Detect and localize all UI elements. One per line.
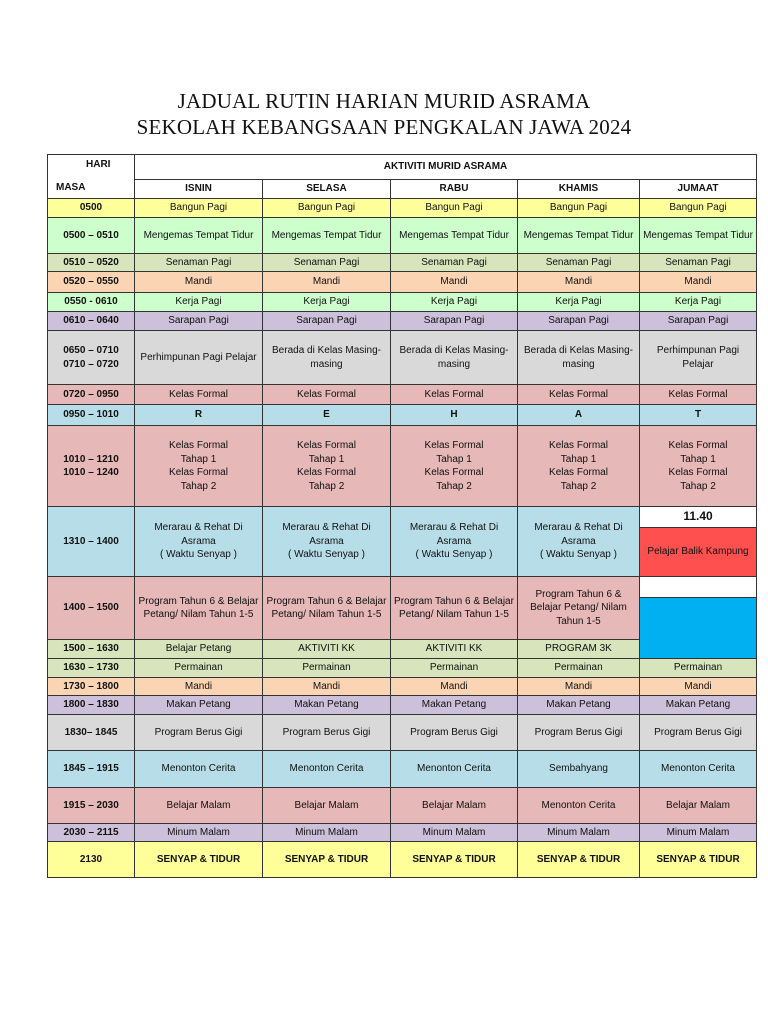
- activity-cell: Berada di Kelas Masing-masing: [263, 331, 391, 385]
- activity-cell: Bangun Pagi: [518, 199, 640, 218]
- table-row: [48, 254, 757, 272]
- activity-cell: Merarau & Rehat Di Asrama ( Waktu Senyap ): [135, 507, 263, 577]
- activity-cell: SENYAP & TIDUR: [518, 842, 640, 878]
- page-title-line1: JADUAL RUTIN HARIAN MURID ASRAMA: [177, 89, 591, 113]
- activity-cell: Mandi: [391, 272, 518, 293]
- activity-cell: Program Berus Gigi: [518, 715, 640, 751]
- activity-cell: Program Tahun 6 & Belajar Petang/ Nilam Tahun 1-5: [263, 577, 391, 640]
- table-row: [48, 577, 757, 598]
- activity-cell: Mandi: [518, 678, 640, 696]
- time-cell: 0950 – 1010: [48, 405, 135, 426]
- activity-cell: Kerja Pagi: [518, 293, 640, 312]
- activity-cell: Program Berus Gigi: [135, 715, 263, 751]
- time-cell: 0520 – 0550: [48, 272, 135, 293]
- activity-cell: Menonton Cerita: [518, 788, 640, 824]
- activity-cell: Kelas Formal Tahap 1 Kelas Formal Tahap 2: [640, 426, 757, 507]
- table-row: [48, 331, 757, 385]
- activity-cell: Mandi: [135, 678, 263, 696]
- activity-cell: Permainan: [263, 659, 391, 678]
- jumaat-empty-cell: [640, 598, 757, 659]
- table-row: [48, 293, 757, 312]
- activity-cell: Belajar Malam: [135, 788, 263, 824]
- activity-cell: Kerja Pagi: [391, 293, 518, 312]
- schedule-table: [47, 154, 757, 878]
- activity-cell: Sarapan Pagi: [135, 312, 263, 331]
- time-cell: [48, 426, 135, 507]
- activity-cell: Mandi: [135, 272, 263, 293]
- time-cell: 2030 – 2115: [48, 824, 135, 842]
- activity-cell: Bangun Pagi: [640, 199, 757, 218]
- time-cell: [48, 331, 135, 385]
- activity-cell: SENYAP & TIDUR: [263, 842, 391, 878]
- activity-cell: Bangun Pagi: [263, 199, 391, 218]
- rehat-letter: R: [135, 405, 263, 426]
- activity-cell: Menonton Cerita: [135, 751, 263, 788]
- rehat-letter: T: [640, 405, 757, 426]
- time-cell: 1800 – 1830: [48, 696, 135, 715]
- day-header-rabu: RABU: [391, 180, 518, 199]
- activity-cell: Senaman Pagi: [135, 254, 263, 272]
- activity-cell: Program Berus Gigi: [391, 715, 518, 751]
- day-header-row: [48, 180, 757, 199]
- activity-cell: Makan Petang: [518, 696, 640, 715]
- activity-cell: Sarapan Pagi: [391, 312, 518, 331]
- table-row: [48, 678, 757, 696]
- activity-cell: Kerja Pagi: [263, 293, 391, 312]
- table-row: [48, 199, 757, 218]
- masa-label: MASA: [56, 182, 86, 193]
- activity-cell: Belajar Petang: [135, 640, 263, 659]
- activity-cell: Mengemas Tempat Tidur: [391, 218, 518, 254]
- time-label: 1010 – 1210: [63, 453, 119, 465]
- activity-cell: Minum Malam: [640, 824, 757, 842]
- activity-cell: Mandi: [640, 678, 757, 696]
- activity-cell: Makan Petang: [640, 696, 757, 715]
- activity-cell: Program Berus Gigi: [263, 715, 391, 751]
- activity-cell: Mandi: [263, 272, 391, 293]
- rehat-letter: E: [263, 405, 391, 426]
- day-header-isnin: ISNIN: [135, 180, 263, 199]
- time-cell: 1500 – 1630: [48, 640, 135, 659]
- activity-cell: Mandi: [391, 678, 518, 696]
- activity-cell: Kelas Formal Tahap 1 Kelas Formal Tahap 2: [391, 426, 518, 507]
- page-title-line2: SEKOLAH KEBANGSAAN PENGKALAN JAWA 2024: [136, 115, 632, 139]
- time-cell: 1630 – 1730: [48, 659, 135, 678]
- activity-cell: Sarapan Pagi: [518, 312, 640, 331]
- activity-cell: SENYAP & TIDUR: [640, 842, 757, 878]
- time-cell: 0720 – 0950: [48, 385, 135, 405]
- time-cell: 1830– 1845: [48, 715, 135, 751]
- activity-cell: Kelas Formal: [135, 385, 263, 405]
- time-label: 1010 – 1240: [63, 467, 119, 478]
- activity-cell: Minum Malam: [518, 824, 640, 842]
- time-cell: 0510 – 0520: [48, 254, 135, 272]
- time-cell: 2130: [48, 842, 135, 878]
- activity-cell: Program Tahun 6 & Belajar Petang/ Nilam Tahun 1-5: [135, 577, 263, 640]
- activity-cell: Berada di Kelas Masing-masing: [391, 331, 518, 385]
- table-row: [48, 426, 757, 507]
- activity-cell: Permainan: [640, 659, 757, 678]
- time-cell: 0550 - 0610: [48, 293, 135, 312]
- time-cell: 1845 – 1915: [48, 751, 135, 788]
- rehat-letter: A: [518, 405, 640, 426]
- activity-cell: Senaman Pagi: [263, 254, 391, 272]
- activity-cell: Minum Malam: [263, 824, 391, 842]
- hari-label: HARI: [86, 159, 111, 170]
- activity-cell: Merarau & Rehat Di Asrama ( Waktu Senyap ): [263, 507, 391, 577]
- table-row: [48, 272, 757, 293]
- table-row: [48, 824, 757, 842]
- activity-cell: Sembahyang: [518, 751, 640, 788]
- activity-cell: Makan Petang: [135, 696, 263, 715]
- activity-cell: Sarapan Pagi: [640, 312, 757, 331]
- activity-cell: Senaman Pagi: [391, 254, 518, 272]
- activity-cell: Menonton Cerita: [391, 751, 518, 788]
- activity-cell: Senaman Pagi: [518, 254, 640, 272]
- activity-cell: Kelas Formal Tahap 1 Kelas Formal Tahap 2: [518, 426, 640, 507]
- table-row: [48, 405, 757, 426]
- activity-cell: Kelas Formal Tahap 1 Kelas Formal Tahap 2: [263, 426, 391, 507]
- day-header-khamis: KHAMIS: [518, 180, 640, 199]
- activity-cell: Mandi: [640, 272, 757, 293]
- rehat-letter: H: [391, 405, 518, 426]
- activity-cell: PROGRAM 3K: [518, 640, 640, 659]
- activity-cell: Mandi: [263, 678, 391, 696]
- activity-cell: Mengemas Tempat Tidur: [518, 218, 640, 254]
- activity-cell: Belajar Malam: [640, 788, 757, 824]
- time-cell: 0500 – 0510: [48, 218, 135, 254]
- activity-cell: Mengemas Tempat Tidur: [263, 218, 391, 254]
- activity-cell: Program Tahun 6 & Belajar Petang/ Nilam Tahun 1-5: [391, 577, 518, 640]
- activity-cell: Menonton Cerita: [263, 751, 391, 788]
- table-row: [48, 507, 757, 528]
- table-row: [48, 842, 757, 878]
- time-label: 0710 – 0720: [63, 358, 119, 370]
- table-row: [48, 218, 757, 254]
- activity-cell: Perhimpunan Pagi Pelajar: [135, 331, 263, 385]
- day-header-selasa: SELASA: [263, 180, 391, 199]
- activity-cell: Belajar Malam: [391, 788, 518, 824]
- activity-cell: AKTIVITI KK: [391, 640, 518, 659]
- aktiviti-header: AKTIVITI MURID ASRAMA: [135, 155, 757, 180]
- jumaat-empty-cell: [640, 577, 757, 598]
- time-label: 0650 – 0710: [63, 345, 119, 356]
- activity-cell: Kelas Formal: [391, 385, 518, 405]
- activity-cell: Mengemas Tempat Tidur: [135, 218, 263, 254]
- table-row: [48, 312, 757, 331]
- activity-cell: Minum Malam: [391, 824, 518, 842]
- activity-cell: Kelas Formal Tahap 1 Kelas Formal Tahap 2: [135, 426, 263, 507]
- activity-cell: Kerja Pagi: [640, 293, 757, 312]
- activity-cell: Mengemas Tempat Tidur: [640, 218, 757, 254]
- table-row: [48, 385, 757, 405]
- activity-cell: Perhimpunan Pagi Pelajar: [640, 331, 757, 385]
- day-header-jumaat: JUMAAT: [640, 180, 757, 199]
- activity-cell: Makan Petang: [391, 696, 518, 715]
- activity-cell: Kelas Formal: [640, 385, 757, 405]
- activity-cell: Program Tahun 6 & Belajar Petang/ Nilam Tahun 1-5: [518, 577, 640, 640]
- activity-cell: Kerja Pagi: [135, 293, 263, 312]
- activity-cell: Bangun Pagi: [135, 199, 263, 218]
- activity-cell: Merarau & Rehat Di Asrama ( Waktu Senyap ): [391, 507, 518, 577]
- activity-cell: Mandi: [518, 272, 640, 293]
- activity-cell: Permainan: [391, 659, 518, 678]
- activity-cell: Senaman Pagi: [640, 254, 757, 272]
- activity-cell: Permainan: [135, 659, 263, 678]
- activity-cell: Program Berus Gigi: [640, 715, 757, 751]
- activity-cell: Sarapan Pagi: [263, 312, 391, 331]
- time-cell: 0500: [48, 199, 135, 218]
- table-row: [48, 696, 757, 715]
- activity-cell: Belajar Malam: [263, 788, 391, 824]
- time-cell: 1310 – 1400: [48, 507, 135, 577]
- activity-cell: Permainan: [518, 659, 640, 678]
- activity-cell: Menonton Cerita: [640, 751, 757, 788]
- activity-cell: Kelas Formal: [518, 385, 640, 405]
- table-row: [48, 751, 757, 788]
- table-row: [48, 659, 757, 678]
- activity-cell: Berada di Kelas Masing-masing: [518, 331, 640, 385]
- time-cell: 1915 – 2030: [48, 788, 135, 824]
- pelajar-balik-kampung: Pelajar Balik Kampung: [640, 528, 757, 577]
- hari-masa-header: [48, 155, 135, 199]
- table-row: [48, 715, 757, 751]
- activity-cell: Bangun Pagi: [391, 199, 518, 218]
- activity-cell: SENYAP & TIDUR: [135, 842, 263, 878]
- activity-cell: Kelas Formal: [263, 385, 391, 405]
- activity-cell: Merarau & Rehat Di Asrama ( Waktu Senyap ): [518, 507, 640, 577]
- activity-cell: AKTIVITI KK: [263, 640, 391, 659]
- table-row: [48, 788, 757, 824]
- activity-cell: Minum Malam: [135, 824, 263, 842]
- jumaat-balik-time: 11.40: [640, 507, 757, 528]
- time-cell: 1400 – 1500: [48, 577, 135, 640]
- time-cell: 1730 – 1800: [48, 678, 135, 696]
- table-header-row: [48, 155, 757, 180]
- activity-cell: Makan Petang: [263, 696, 391, 715]
- activity-cell: SENYAP & TIDUR: [391, 842, 518, 878]
- time-cell: 0610 – 0640: [48, 312, 135, 331]
